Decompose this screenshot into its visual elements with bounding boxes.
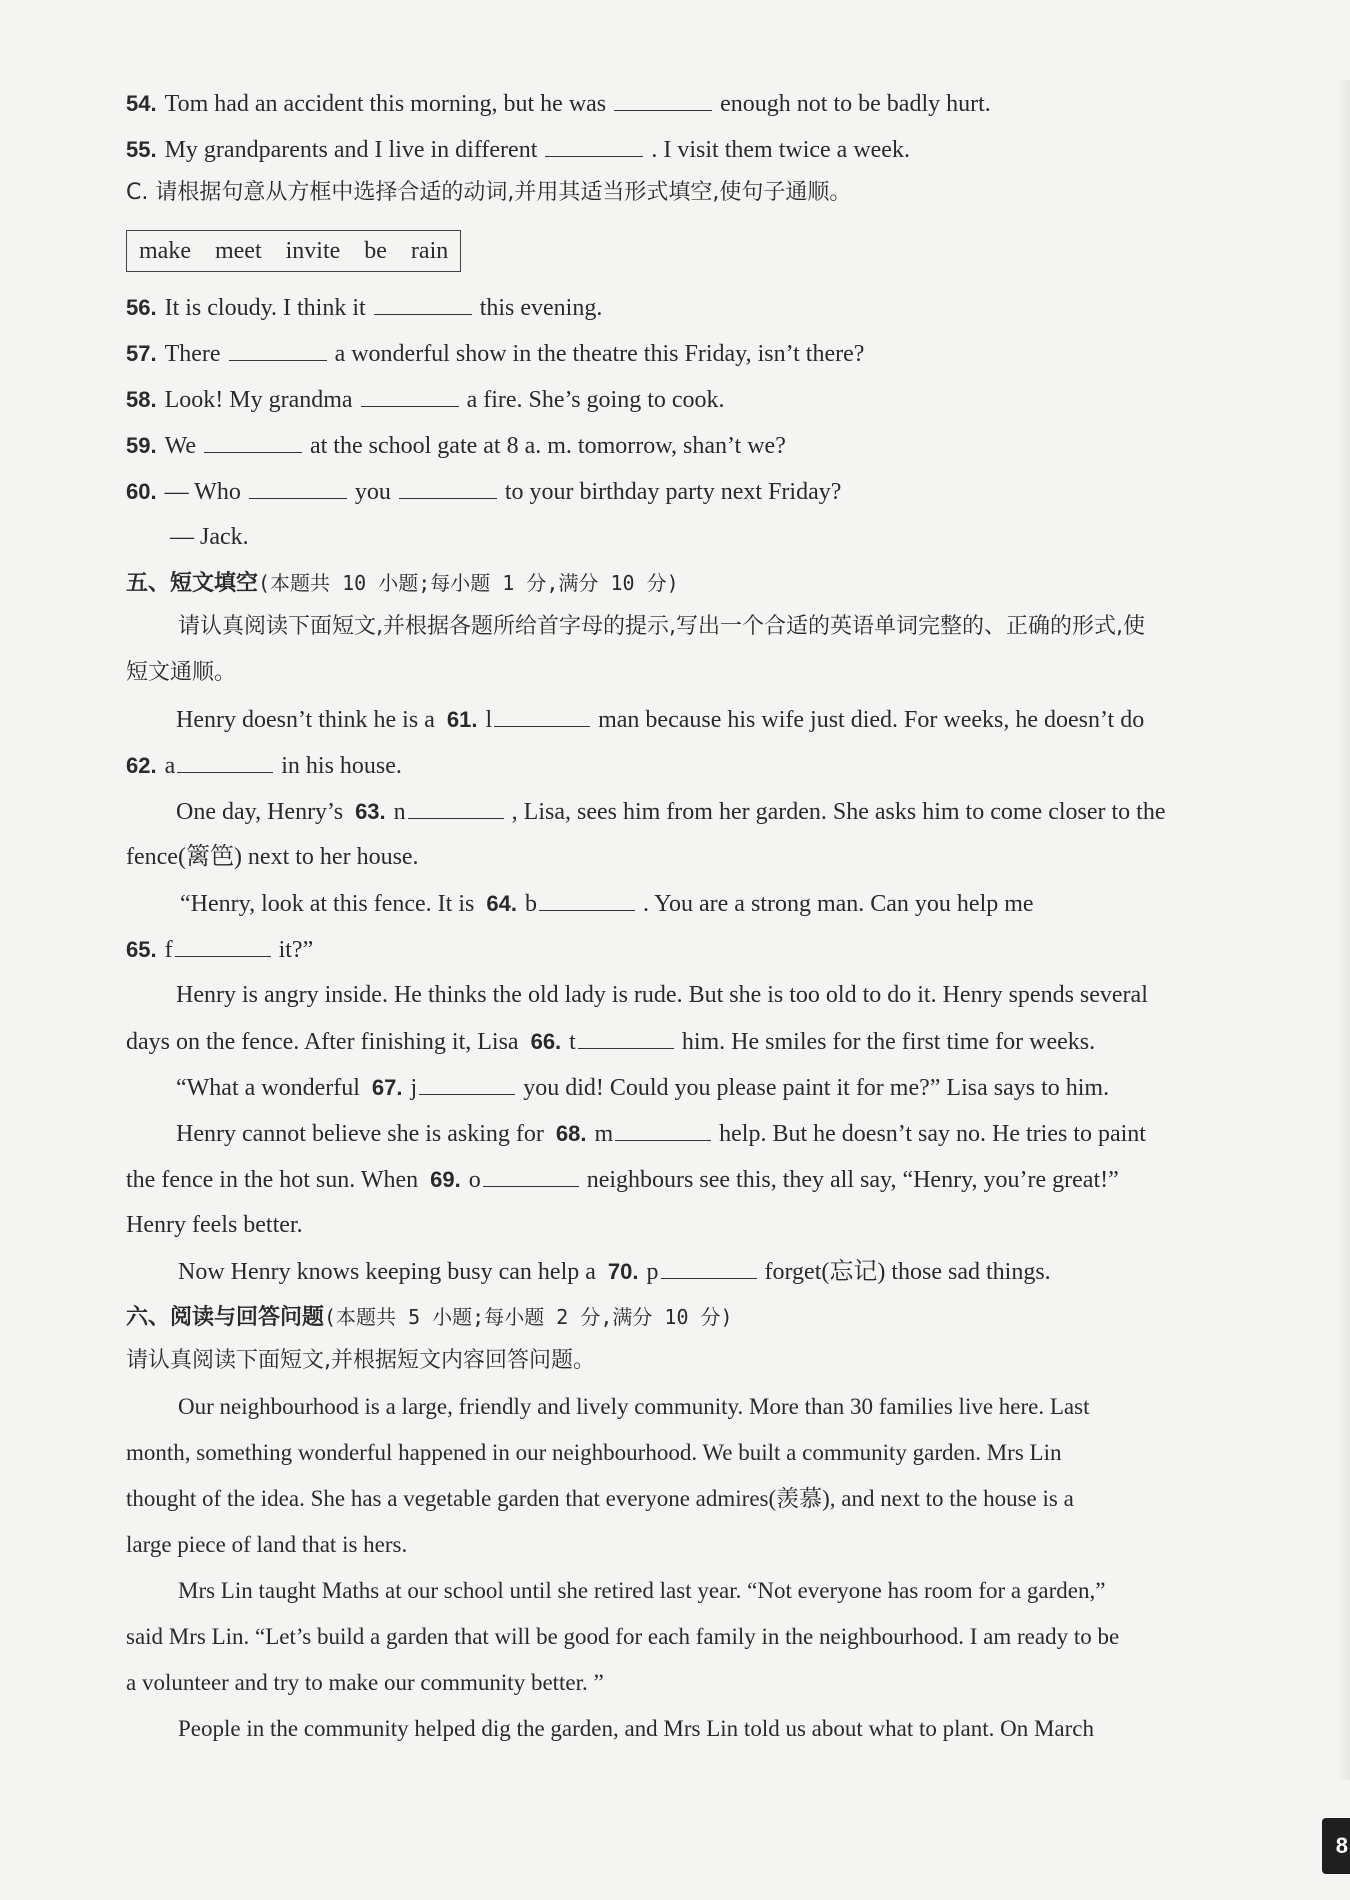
answer-blank[interactable]: [177, 750, 273, 773]
question-number: 61.: [446, 707, 478, 732]
answer-blank[interactable]: [229, 338, 327, 361]
passage-text: “What a wonderful: [176, 1075, 360, 1101]
question-number: 56.: [126, 295, 157, 320]
passage-text: Henry cannot believe she is asking for: [176, 1121, 544, 1147]
word-box: make meet invite be rain: [126, 230, 461, 272]
question-60-answer-line: — Jack.: [170, 524, 249, 550]
initial-letter: n: [393, 799, 406, 825]
question-text-before: It is cloudy. I think it: [164, 295, 366, 321]
passage-line: [180, 888, 1034, 919]
passage-text: “Henry, look at this fence. It is: [180, 891, 475, 917]
question-text-before: My grandparents and I live in different: [164, 137, 538, 163]
question-number: 58.: [126, 387, 157, 412]
answer-blank[interactable]: [361, 384, 459, 407]
reading-line: Our neighbourhood is a large, friendly and lively community. More than 30 families live here. Last: [178, 1394, 1090, 1419]
question-text-after: at the school gate at 8 a. m. tomorrow, shan’t we?: [309, 433, 786, 459]
question-text-before: We: [164, 433, 196, 459]
passage-text: man because his wife just died. For weeks, he doesn’t do: [598, 707, 1145, 733]
passage-text: the fence in the hot sun. When: [126, 1167, 419, 1193]
question-number: 65.: [126, 937, 157, 962]
question-number: 68.: [555, 1121, 587, 1146]
answer-blank[interactable]: [545, 134, 643, 157]
answer-blank[interactable]: [539, 888, 635, 911]
passage-text: in his house.: [281, 753, 402, 779]
answer-blank[interactable]: [578, 1026, 674, 1049]
answer-blank[interactable]: [408, 796, 504, 819]
reading-line: Mrs Lin taught Maths at our school until she retired last year. “Not everyone has room for a garden,”: [178, 1578, 1106, 1603]
answer-blank[interactable]: [204, 430, 302, 453]
answer-blank[interactable]: [399, 476, 497, 499]
part-c-instruction: C. 请根据句意从方框中选择合适的动词,并用其适当形式填空,使句子通顺。: [126, 180, 852, 205]
answer-blank[interactable]: [374, 292, 472, 315]
section-scoring: (本题共 5 小题;每小题 2 分,满分 10 分): [324, 1305, 733, 1329]
question-text-before: There: [164, 341, 221, 367]
question-56: [126, 292, 602, 323]
reading-line: month, something wonderful happened in our neighbourhood. We built a community garden. Mrs Lin: [126, 1440, 1062, 1465]
passage-text: him. He smiles for the first time for weeks.: [681, 1029, 1096, 1055]
question-number: 70.: [607, 1259, 639, 1284]
question-text-after: this evening.: [479, 295, 603, 321]
question-text-before: Tom had an accident this morning, but he was: [164, 91, 607, 117]
passage-text: neighbours see this, they all say, “Henry, you’re great!”: [586, 1167, 1119, 1193]
reading-line: People in the community helped dig the garden, and Mrs Lin told us about what to plant. On March: [178, 1716, 1094, 1741]
question-number: 64.: [486, 891, 517, 916]
initial-letter: l: [485, 707, 493, 733]
passage-text: forget(忘记) those sad things.: [764, 1259, 1051, 1285]
question-number: 60.: [126, 479, 157, 504]
section-6-heading: [126, 1302, 733, 1333]
passage-line: [178, 1256, 1051, 1287]
question-number: 66.: [530, 1029, 562, 1054]
passage-text: it?”: [278, 937, 314, 963]
passage-line: [176, 796, 1166, 827]
question-57: [126, 338, 864, 369]
passage-line: Henry feels better.: [126, 1212, 303, 1238]
passage-line: [126, 750, 402, 781]
question-number: 62.: [126, 753, 157, 778]
passage-line: [126, 1026, 1095, 1057]
answer-blank[interactable]: [614, 88, 712, 111]
passage-text: Now Henry knows keeping busy can help a: [178, 1259, 596, 1285]
section-5-instruction: 请认真阅读下面短文,并根据各题所给首字母的提示,写出一个合适的英语单词完整的、正确的形式,使: [178, 614, 1145, 639]
question-text-after: . I visit them twice a week.: [651, 137, 910, 163]
section-5-heading: [126, 568, 679, 599]
question-number: 67.: [371, 1075, 403, 1100]
passage-text: help. But he doesn’t say no. He tries to paint: [719, 1121, 1146, 1147]
section-5-instruction-cont: 短文通顺。: [126, 660, 237, 685]
answer-blank[interactable]: [175, 934, 271, 957]
initial-letter: b: [524, 891, 537, 917]
passage-text: . You are a strong man. Can you help me: [642, 891, 1034, 917]
question-number: 55.: [126, 137, 157, 162]
reading-line: thought of the idea. She has a vegetable garden that everyone admires(羡慕), and next to the house is a: [126, 1486, 1074, 1511]
question-number: 63.: [355, 799, 386, 824]
question-text-after: enough not to be badly hurt.: [720, 91, 991, 117]
initial-letter: j: [410, 1075, 418, 1101]
reading-line: said Mrs Lin. “Let’s build a garden that will be good for each family in the neighbourhood. I am ready to be: [126, 1624, 1120, 1649]
reading-line: large piece of land that is hers.: [126, 1532, 408, 1557]
answer-blank[interactable]: [483, 1164, 579, 1187]
initial-letter: a: [164, 753, 176, 779]
question-text-after: a fire. She’s going to cook.: [466, 387, 725, 413]
question-59: [126, 430, 786, 461]
passage-line: fence(篱笆) next to her house.: [126, 844, 419, 870]
reading-line: a volunteer and try to make our community better. ”: [126, 1670, 604, 1695]
passage-line: [126, 1164, 1119, 1195]
initial-letter: o: [468, 1167, 481, 1193]
question-54: [126, 88, 991, 119]
question-55: [126, 134, 910, 165]
initial-letter: m: [594, 1121, 614, 1147]
section-6-instruction: 请认真阅读下面短文,并根据短文内容回答问题。: [126, 1348, 595, 1373]
passage-text: you did! Could you please paint it for me?” Lisa says to him.: [523, 1075, 1110, 1101]
passage-line: [176, 1072, 1109, 1103]
question-number: 69.: [430, 1167, 461, 1192]
page-number: 8: [1322, 1818, 1350, 1874]
passage-text: days on the fence. After finishing it, Lisa: [126, 1029, 519, 1055]
initial-letter: t: [569, 1029, 576, 1055]
question-number: 54.: [126, 91, 157, 116]
section-title: 六、阅读与回答问题: [126, 1305, 325, 1330]
section-scoring: (本题共 10 小题;每小题 1 分,满分 10 分): [258, 571, 679, 595]
answer-blank[interactable]: [661, 1256, 757, 1279]
section-title: 五、短文填空: [126, 571, 259, 596]
passage-text: , Lisa, sees him from her garden. She asks him to come closer to the: [511, 799, 1166, 825]
question-text-after: to your birthday party next Friday?: [504, 479, 842, 505]
question-number: 59.: [126, 433, 157, 458]
passage-line: [126, 934, 313, 965]
page-gutter-shadow: [1336, 80, 1350, 1780]
question-60: [126, 476, 841, 507]
passage-line: Henry is angry inside. He thinks the old lady is rude. But she is too old to do it. Henry spends several: [176, 982, 1148, 1008]
passage-text: Henry doesn’t think he is a: [176, 707, 435, 733]
answer-blank[interactable]: [249, 476, 347, 499]
initial-letter: p: [646, 1259, 659, 1285]
passage-line: [176, 704, 1144, 735]
passage-line: [176, 1118, 1146, 1149]
passage-text: One day, Henry’s: [176, 799, 344, 825]
question-text-after: a wonderful show in the theatre this Friday, isn’t there?: [334, 341, 865, 367]
question-text-before: — Who: [164, 479, 241, 505]
question-58: [126, 384, 725, 415]
question-number: 57.: [126, 341, 157, 366]
initial-letter: f: [164, 937, 173, 963]
question-text-before: Look! My grandma: [164, 387, 353, 413]
answer-blank[interactable]: [494, 704, 590, 727]
question-text-middle: you: [354, 479, 391, 505]
answer-blank[interactable]: [419, 1072, 515, 1095]
answer-blank[interactable]: [615, 1118, 711, 1141]
